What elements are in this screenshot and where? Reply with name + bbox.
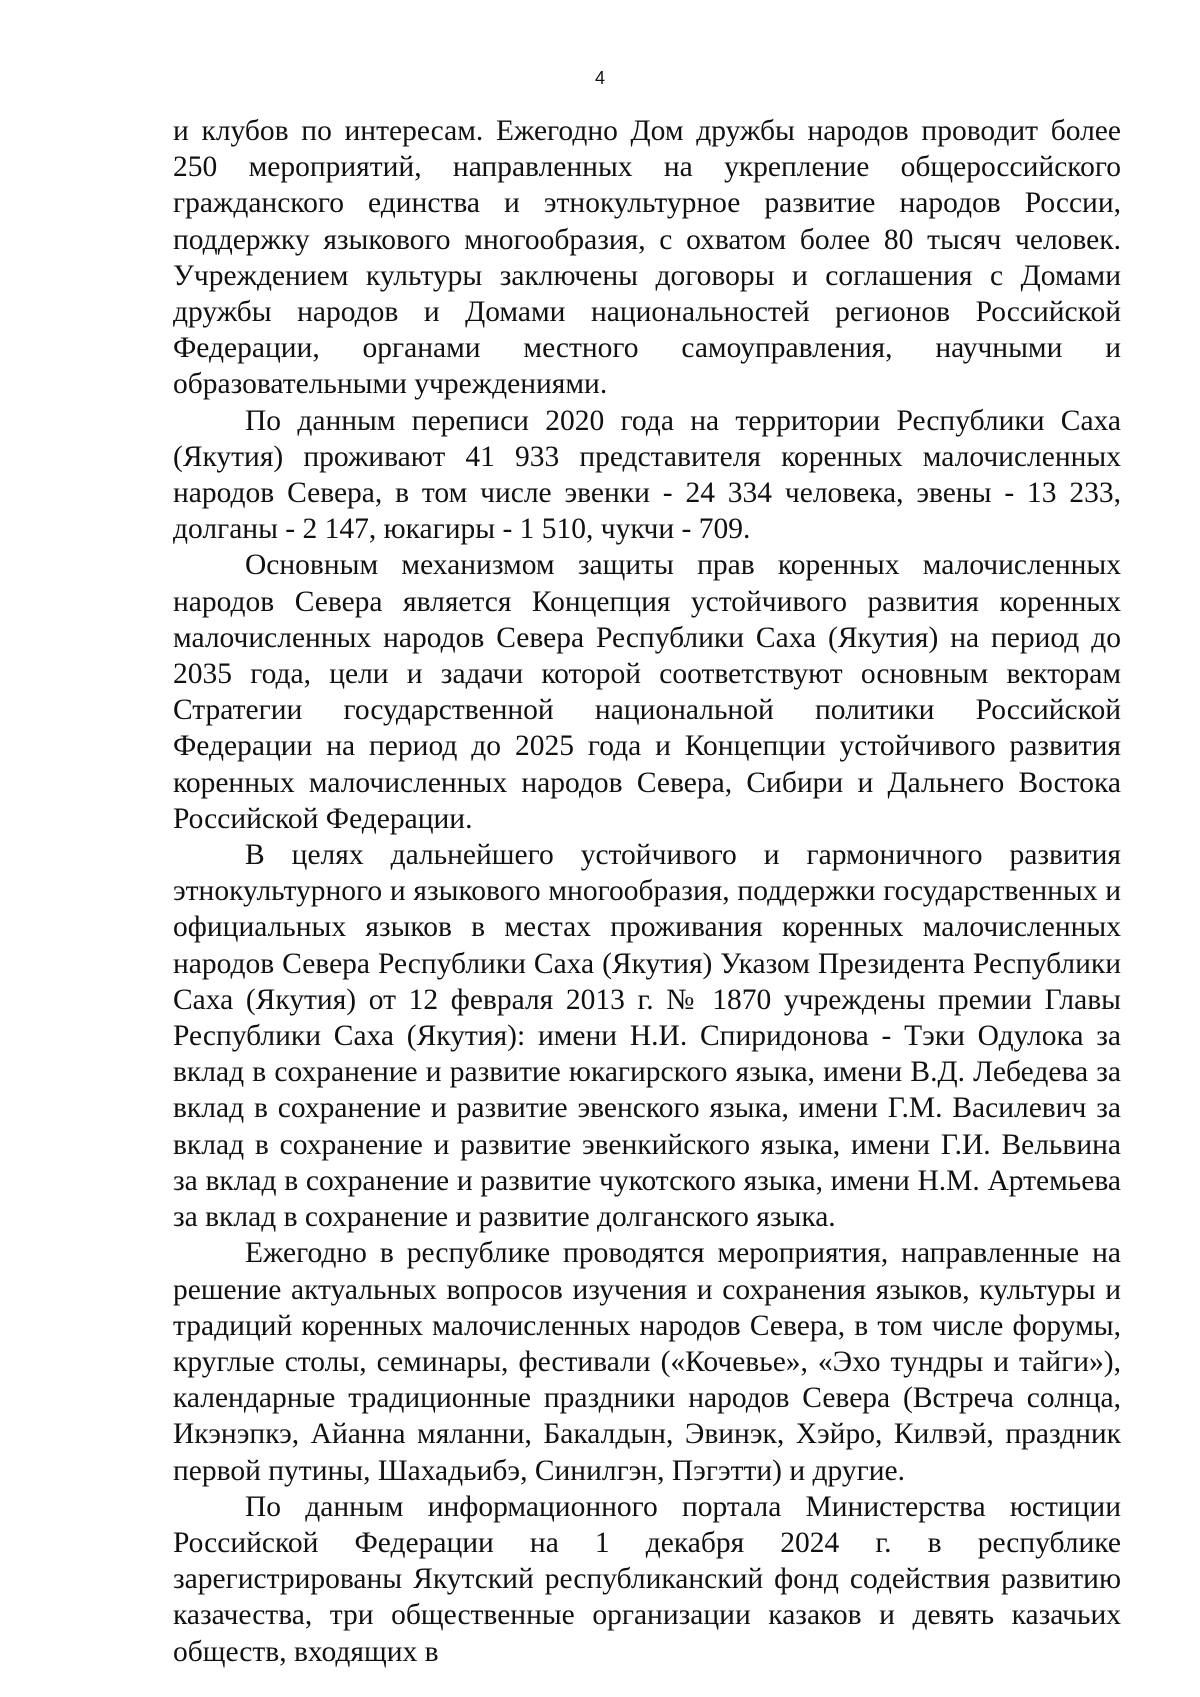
paragraph-house-of-friendship: и клубов по интересам. Ежегодно Дом дружбы народов проводит более 250 мероприятий, направленных на укрепление общероссийского гражданского единства и этнокультурное развитие народов России, поддержку языкового многообразия, с охватом более 80 тысяч человек. Учреждением культуры заключены договоры и соглашения с Домами дружбы народов и Домами национальностей регионов Российской Федерации, органами местного самоуправления, научными и образовательными учреждениями. <box>173 115 1121 401</box>
paragraph-protection-concept: Основным механизмом защиты прав коренных малочисленных народов Севера является Концепция устойчивого развития коренных малочисленных народов Севера Республики Саха (Якутия) на период до 2035 года, цели и задачи которой соответствуют основным векторам Стратегии государственной национальной политики Российской Федерации на период до 2025 года и Концепции устойчивого развития коренных малочисленных народов Севера, Сибири и Дальнего Востока Российской Федерации. <box>173 549 1121 835</box>
paragraph-annual-events: Ежегодно в республике проводятся мероприятия, направленные на решение актуальных вопросов изучения и сохранения языков, культуры и традиций коренных малочисленных народов Севера, в том числе форумы, круглые столы, семинары, фестивали («Кочевье», «Эхо тундры и тайги»), календарные традиционные праздники народов Севера (Встреча солнца, Икэнэпкэ, Айанна мяланни, Бакалдын, Эвинэк, Хэйро, Килвэй, праздник первой путины, Шахадьибэ, Синилгэн, Пэгэтти) и другие. <box>173 1237 1121 1487</box>
paragraph-cossack-organizations: По данным информационного портала Министерства юстиции Российской Федерации на 1 декабря 2024 г. в республике зарегистрированы Якутский республиканский фонд содействия развитию казачества, три общественные организации казаков и девять казачьих обществ, входящих в <box>173 1490 1121 1668</box>
document-body <box>173 113 1121 1670</box>
paragraph-language-prizes: В целях дальнейшего устойчивого и гармоничного развития этнокультурного и языкового многообразия, поддержки государственных и официальных языков в местах проживания коренных малочисленных народов Севера Республики Саха (Якутия) Указом Президента Республики Саха (Якутия) от 12 февраля 2013 г. № 1870 учреждены премии Главы Республики Саха (Якутия): имени Н.И. Спиридонова - Тэки Одулока за вклад в сохранение и развитие юкагирского языка, имени В.Д. Лебедева за вклад в сохранение и развитие эвенского языка, имени Г.М. Василевич за вклад в сохранение и развитие эвенкийского языка, имени Г.И. Вельвина за вклад в сохранение и развитие чукотского языка, имени Н.М. Артемьева за вклад в сохранение и развитие долганского языка. <box>173 839 1121 1234</box>
page-number: 4 <box>594 68 605 88</box>
paragraph-census-2020: По данным переписи 2020 года на территории Республики Саха (Якутия) проживают 41 933 представителя коренных малочисленных народов Севера, в том числе эвенки - 24 334 человека, эвены - 13 233, долганы - 2 147, юкагиры - 1 510, чукчи - 709. <box>173 404 1121 546</box>
